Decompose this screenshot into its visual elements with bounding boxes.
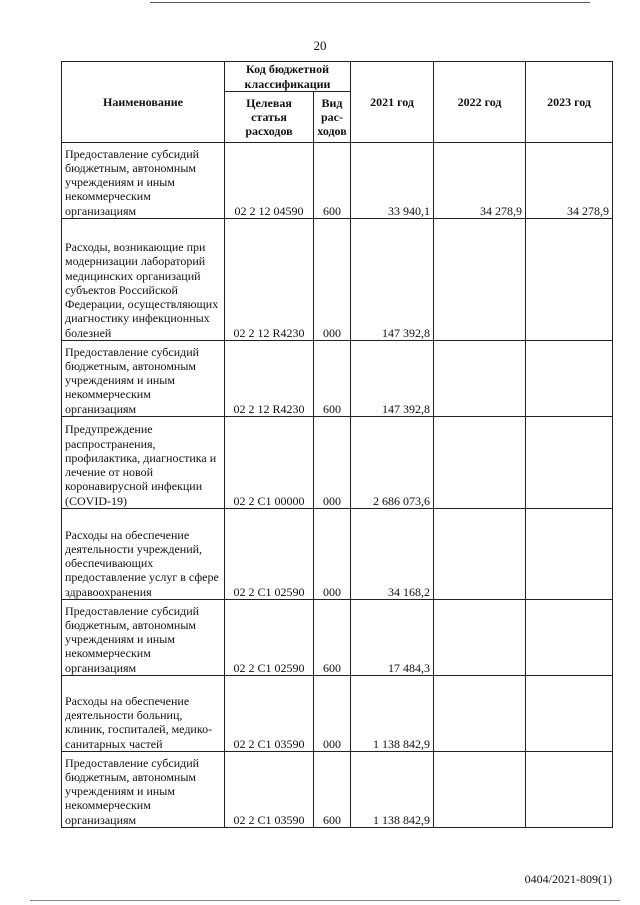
header-year-2022: 2022 год (434, 62, 526, 143)
row-value-2022: 34 278,9 (434, 143, 526, 219)
row-value-2021: 1 138 842,9 (351, 752, 434, 828)
table-row (62, 509, 613, 600)
table-row (62, 676, 613, 752)
header-budget-code-group: Код бюджетной классификации (225, 62, 351, 92)
row-value-2022 (434, 509, 526, 600)
row-name: Предоставление субсидий бюджетным, автономным учреждениям и иным некоммерческим организациям (62, 752, 225, 828)
header-year-2023: 2023 год (526, 62, 613, 143)
row-value-2023 (526, 417, 613, 509)
row-value-2021: 2 686 073,6 (351, 417, 434, 509)
top-edge-line (150, 2, 590, 3)
row-value-2022 (434, 219, 526, 341)
row-value-2021: 1 138 842,9 (351, 676, 434, 752)
table-row (62, 143, 613, 219)
table-row (62, 600, 613, 676)
table-row (62, 417, 613, 509)
row-value-2022 (434, 752, 526, 828)
row-value-2021: 17 484,3 (351, 600, 434, 676)
page-number: 20 (313, 38, 327, 53)
table-row (62, 752, 613, 828)
row-value-2023 (526, 676, 613, 752)
row-expense-type: 000 (314, 219, 351, 341)
row-target-article: 02 2 C1 00000 (225, 417, 314, 509)
row-name: Расходы на обеспечение деятельности учреждений, обеспечивающих предоставление услуг в сфере здравоохранения (62, 509, 225, 600)
row-expense-type: 600 (314, 143, 351, 219)
row-value-2023 (526, 752, 613, 828)
row-expense-type: 600 (314, 752, 351, 828)
row-value-2023 (526, 219, 613, 341)
row-name: Предоставление субсидий бюджетным, автономным учреждениям и иным некоммерческим организациям (62, 341, 225, 417)
header-year-2021: 2021 год (351, 62, 434, 143)
row-target-article: 02 2 C1 03590 (225, 676, 314, 752)
row-value-2021: 147 392,8 (351, 341, 434, 417)
row-name: Предупреждение распространения, профилактика, диагностика и лечение от новой коронавирусной инфекции (COVID-19) (62, 417, 225, 509)
row-expense-type: 000 (314, 676, 351, 752)
row-value-2023 (526, 600, 613, 676)
row-target-article: 02 2 12 04590 (225, 143, 314, 219)
row-expense-type: 600 (314, 600, 351, 676)
row-target-article: 02 2 12 R4230 (225, 219, 314, 341)
row-expense-type: 600 (314, 341, 351, 417)
row-value-2021: 34 168,2 (351, 509, 434, 600)
row-value-2022 (434, 600, 526, 676)
row-name: Расходы, возникающие при модернизации лабораторий медицинских организаций субъектов Российской Федерации, осуществляющих диагностику инфекционных болезней (62, 219, 225, 341)
header-name: Наименование (62, 62, 225, 143)
row-expense-type: 000 (314, 417, 351, 509)
row-value-2021: 147 392,8 (351, 219, 434, 341)
header-expense-type: Вид рас-ходов (314, 92, 351, 143)
row-value-2023 (526, 509, 613, 600)
row-value-2022 (434, 676, 526, 752)
row-target-article: 02 2 C1 03590 (225, 752, 314, 828)
document-code: 0404/2021-809(1) (524, 872, 612, 886)
header-target-article: Целевая статья расходов (225, 92, 314, 143)
row-value-2021: 33 940,1 (351, 143, 434, 219)
row-value-2022 (434, 341, 526, 417)
row-expense-type: 000 (314, 509, 351, 600)
row-value-2023 (526, 341, 613, 417)
row-value-2023: 34 278,9 (526, 143, 613, 219)
row-target-article: 02 2 C1 02590 (225, 509, 314, 600)
budget-table (61, 61, 613, 828)
row-target-article: 02 2 C1 02590 (225, 600, 314, 676)
row-name: Предоставление субсидий бюджетным, автономным учреждениям и иным некоммерческим организациям (62, 600, 225, 676)
table-row (62, 219, 613, 341)
row-target-article: 02 2 12 R4230 (225, 341, 314, 417)
row-name: Расходы на обеспечение деятельности больниц, клиник, госпиталей, медико-санитарных частей (62, 676, 225, 752)
table-row (62, 341, 613, 417)
row-name: Предоставление субсидий бюджетным, автономным учреждениям и иным некоммерческим организациям (62, 143, 225, 219)
row-value-2022 (434, 417, 526, 509)
bottom-edge-line (30, 900, 620, 901)
